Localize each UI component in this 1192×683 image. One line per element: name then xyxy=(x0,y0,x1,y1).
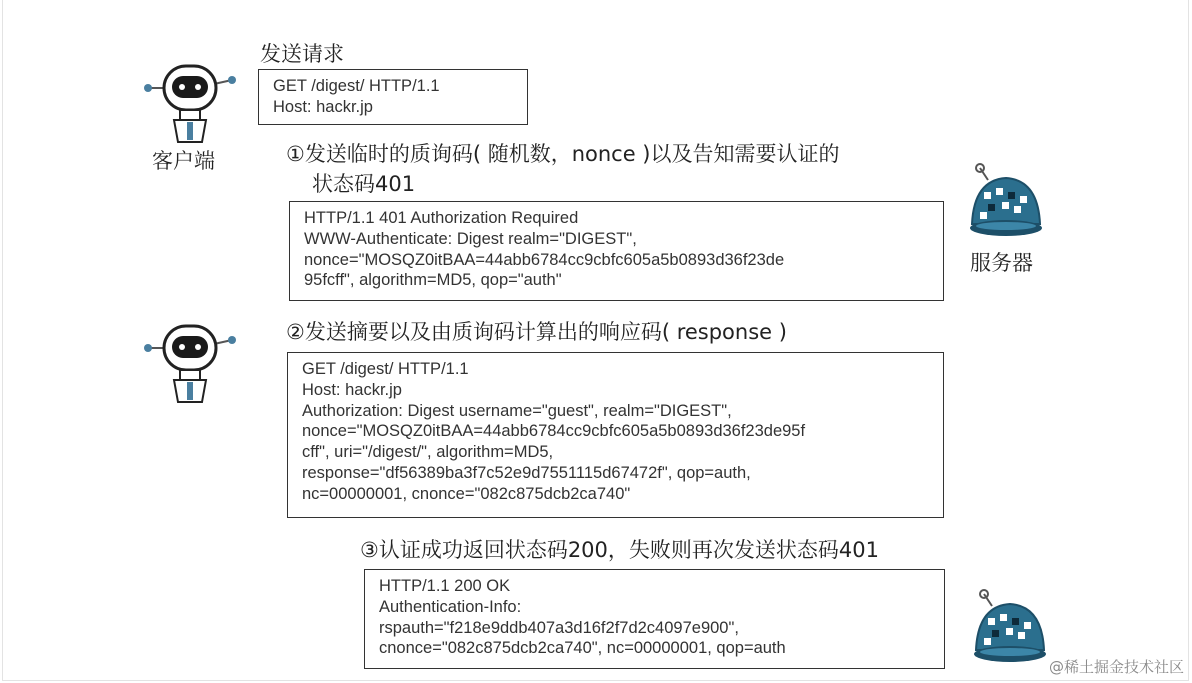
response401-box xyxy=(289,201,944,301)
server-label: 服务器 xyxy=(970,251,1033,275)
request2-line: nc=00000001, cnonce="082c875dcb2ca740" xyxy=(302,484,631,503)
response401-line: HTTP/1.1 401 Authorization Required xyxy=(304,209,579,227)
request2-line: nonce="MOSQZ0itBAA=44abb6784cc9cbfc605a5b0893d36f23de95f xyxy=(302,422,806,441)
step2-caption: ②发送摘要以及由质询码计算出的响应码( response ) xyxy=(286,320,787,344)
response200-line: cnonce="082c875dcb2ca740", nc=00000001, qop=auth xyxy=(379,639,786,658)
request2-line: Authorization: Digest username="guest", realm="DIGEST", xyxy=(302,401,732,420)
response401-line: nonce="MOSQZ0itBAA=44abb6784cc9cbfc605a5b0893d36f23de xyxy=(304,250,785,269)
response401-line: 95fcff", algorithm=MD5, qop="auth" xyxy=(304,271,562,290)
step3-caption: ③认证成功返回状态码200，失败则再次发送状态码401 xyxy=(360,538,879,562)
request2-line: Host: hackr.jp xyxy=(302,380,402,399)
request1-line: GET /digest/ HTTP/1.1 xyxy=(273,77,440,95)
step1-caption-line2: 状态码401 xyxy=(312,172,416,196)
response200-line: Authentication-Info: xyxy=(379,597,522,616)
watermark-text: @稀土掘金技术社区 xyxy=(1048,658,1184,676)
request2-box xyxy=(287,352,944,518)
robot-server-icon xyxy=(966,162,1046,242)
response401-line: WWW-Authenticate: Digest realm="DIGEST", xyxy=(304,229,637,248)
request1-line: Host: hackr.jp xyxy=(273,97,373,116)
step1-caption: ①发送临时的质询码( 随机数，nonce )以及告知需要认证的 xyxy=(286,142,840,166)
robot-client-icon xyxy=(140,62,240,144)
robot-client-icon xyxy=(140,322,240,404)
client-label: 客户端 xyxy=(152,149,215,173)
request1-box xyxy=(258,69,528,125)
request2-line: cff", uri="/digest/", algorithm=MD5, xyxy=(302,443,554,462)
robot-server-icon xyxy=(970,588,1050,668)
response200-box xyxy=(364,569,945,669)
send-request-caption: 发送请求 xyxy=(260,42,344,66)
request2-line: GET /digest/ HTTP/1.1 xyxy=(302,360,469,378)
request2-line: response="df56389ba3f7c52e9d7551115d67472f", qop=auth, xyxy=(302,463,751,482)
response200-line: HTTP/1.1 200 OK xyxy=(379,577,511,595)
response200-line: rspauth="f218e9ddb407a3d16f2f7d2c4097e900", xyxy=(379,618,739,637)
